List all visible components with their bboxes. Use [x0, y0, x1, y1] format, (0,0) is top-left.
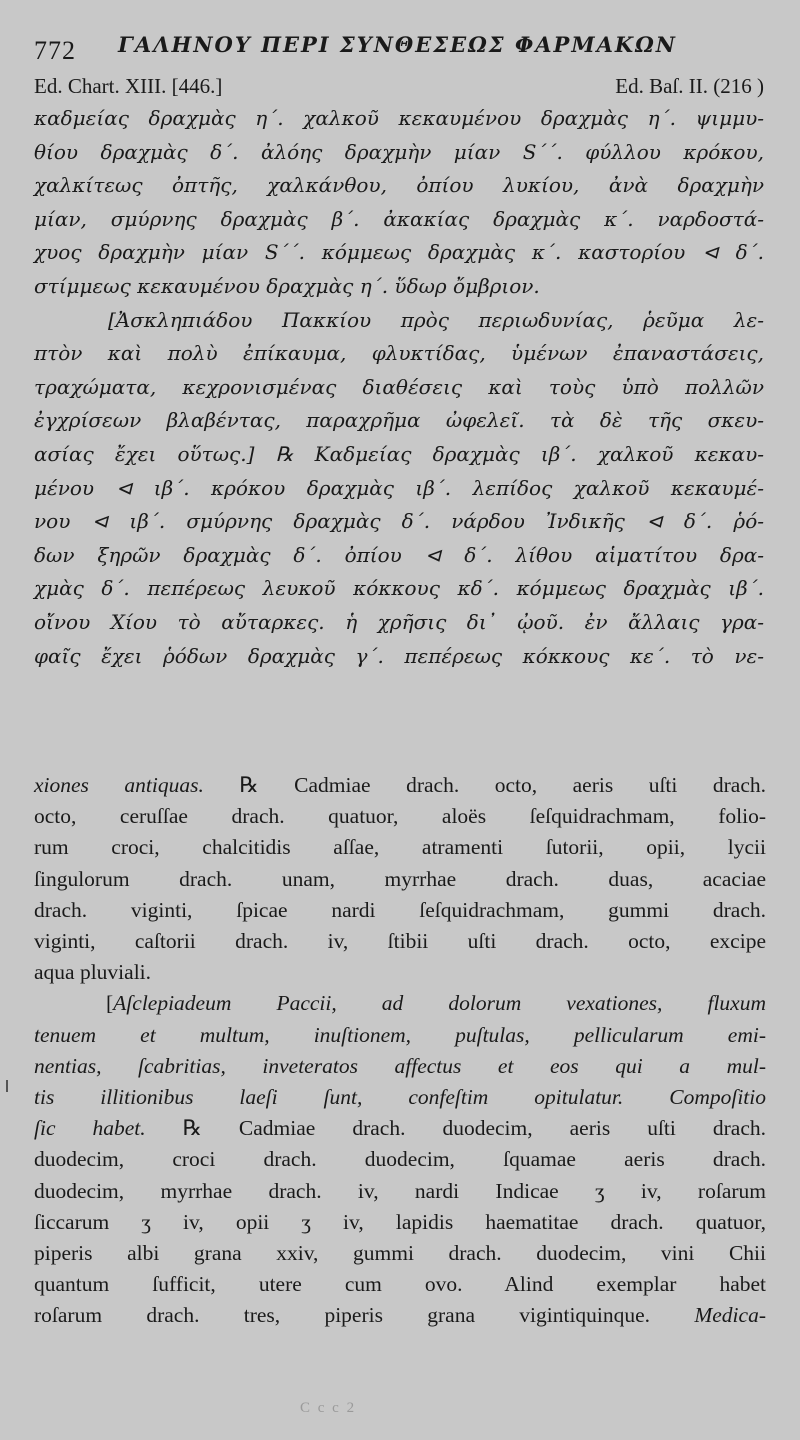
latin-text-line: [34, 926, 766, 957]
greek-text-line: στίμμεως κεκαυμένου δραχμὰς η΄. ὕδωρ ὄμβριον.: [34, 273, 540, 298]
latin-text-line: [34, 1300, 766, 1331]
latin-roman-segment: ℞ Cadmiae drach. duodecim, aeris uſti drach.: [145, 1116, 766, 1141]
greek-text-line: [Ἀσκληπιάδου Πακκίου πρὸς περιωδυνίας, ῥεῦμα λε-: [108, 307, 764, 332]
greek-text-block: [34, 102, 764, 673]
greek-text-line: πτὸν καὶ πολὺ ἐπίκαυμα, φλυκτίδας, ὑμένων ἐπαναστάσεις,: [34, 341, 764, 366]
latin-text-line: [34, 1113, 766, 1144]
latin-italic-segment: Medica-: [694, 1303, 766, 1328]
latin-text-line: [34, 895, 766, 926]
greek-text-line: μένου ⊲ ιβ΄. κρόκου δραχμὰς ιβ΄. λεπίδος χαλκοῦ κεκαυμέ-: [34, 475, 764, 500]
latin-roman-segment: duodecim, myrrhae drach. iv, nardi Indicae ʒ iv, roſarum: [34, 1178, 766, 1203]
latin-roman-segment: ſingulorum drach. unam, myrrhae drach. duas, acaciae: [34, 866, 766, 891]
latin-text-line: [34, 832, 766, 863]
latin-text-line: [34, 957, 766, 988]
latin-italic-segment: Aſclepiadeum Paccii, ad dolorum vexationes, fluxum: [113, 991, 766, 1016]
latin-roman-segment: viginti, caſtorii drach. iv, ſtibii uſti drach. octo, excipe: [34, 929, 766, 954]
greek-text-line: καδμείας δραχμὰς η΄. χαλκοῦ κεκαυμένου δραχμὰς η΄. ψιμμυ-: [34, 106, 764, 130]
latin-text-line: [34, 1207, 766, 1238]
latin-text-line: [34, 988, 766, 1019]
latin-roman-segment: piperis albi grana xxiv, gummi drach. duodecim, vini Chii: [34, 1241, 766, 1266]
greek-text-line: οἴνου Χίου τὸ αὔταρκες. ἡ χρῆσις δι᾽ ᾠοῦ. ἐν ἄλλαις γρα-: [34, 609, 764, 634]
latin-roman-segment: aqua pluviali.: [34, 960, 152, 985]
latin-italic-segment: ſic habet.: [34, 1116, 146, 1141]
greek-text-line: ἐγχρίσεων βλαβέντας, παραχρῆμα ὠφελεῖ. τὰ δὲ τῆς σκευ-: [34, 408, 764, 433]
edition-reference-line: [34, 74, 764, 104]
margin-mark: [6, 1080, 8, 1092]
greek-text-line: θίου δραχμὰς δ΄. ἀλόης δραχμὴν μίαν S΄΄. φύλλου κρόκου,: [34, 139, 764, 164]
latin-roman-segment: roſarum drach. tres, piperis grana vigintiquinque.: [34, 1303, 695, 1328]
latin-text-line: [34, 1051, 766, 1082]
greek-text-line: φαῖς ἔχει ῥόδων δραχμὰς γ΄. πεπέρεως κόκκους κε΄. τὸ νε-: [34, 643, 764, 668]
greek-text-line: ασίας ἔχει οὕτως.] ℞ Καδμείας δραχμὰς ιβ΄. χαλκοῦ κεκαυ-: [34, 441, 764, 466]
latin-roman-segment: drach. viginti, ſpicae nardi ſeſquidrachmam, gummi drach.: [34, 897, 766, 922]
latin-text-line: [34, 1176, 766, 1207]
latin-roman-segment: quantum ſufficit, utere cum ovo. Alind exemplar habet: [34, 1272, 766, 1297]
latin-italic-segment: tenuem et multum, inuſtionem, puſtulas, pellicularum emi-: [34, 1022, 766, 1047]
latin-italic-segment: xiones antiquas.: [34, 773, 204, 797]
latin-text-line: [34, 1144, 766, 1175]
greek-text-line: χαλκίτεως ὀπτῆς, χαλκάνθου, ὀπίου λυκίου, ἀνὰ δραχμὴν: [34, 173, 764, 198]
edition-reference-basel: Ed. Baſ. II. (216 ): [615, 74, 764, 98]
running-head: [34, 28, 774, 64]
latin-italic-segment: nentias, ſcabritias, inveteratos affectus et eos qui a mul-: [34, 1053, 766, 1078]
greek-text-line: τραχώματα, κεχρονισμένας διαθέσεις καὶ τοὺς ὑπὸ πολλῶν: [34, 374, 764, 399]
latin-roman-segment: [: [106, 991, 114, 1016]
greek-text-line: δων ξηρῶν δραχμὰς δ΄. ὀπίου ⊲ δ΄. λίθου αἱματίτου δρα-: [34, 542, 764, 567]
latin-roman-segment: octo, ceruſſae drach. quatuor, aloës ſeſquidrachmam, folio-: [34, 804, 766, 829]
latin-text-block: [34, 770, 766, 1332]
printer-signature: C c c 2: [300, 1400, 357, 1416]
greek-text-line: νου ⊲ ιβ΄. σμύρνης δραχμὰς δ΄. νάρδου Ἰνδικῆς ⊲ δ΄. ῥό-: [34, 509, 764, 534]
page-number: 772: [34, 36, 76, 65]
edition-reference-chartier: Ed. Chart. XIII. [446.]: [34, 74, 223, 98]
latin-text-line: [34, 864, 766, 895]
latin-text-line: [34, 770, 766, 801]
latin-text-line: [34, 1020, 766, 1051]
latin-roman-segment: rum croci, chalcitidis aſſae, atramenti ſutorii, opii, lycii: [34, 835, 766, 860]
latin-roman-segment: duodecim, croci drach. duodecim, ſquamae aeris drach.: [34, 1147, 766, 1172]
latin-roman-segment: ℞ Cadmiae drach. octo, aeris uſti drach.: [203, 773, 766, 797]
latin-italic-segment: tis illitionibus laeſi ſunt, confeſtim opitulatur. Compoſitio: [34, 1085, 766, 1110]
running-title: ΓΑΛΗΝΟΥ ΠΕΡΙ ΣΥΝΘΕΣΕΩΣ ΦΑΡΜΑΚΩΝ: [118, 32, 677, 57]
greek-text-line: χυος δραχμὴν μίαν S΄΄. κόμμεως δραχμὰς κ΄. καστορίου ⊲ δ΄.: [34, 240, 764, 265]
latin-text-line: [34, 801, 766, 832]
latin-roman-segment: ſiccarum ʒ iv, opii ʒ iv, lapidis haematitae drach. quatuor,: [34, 1209, 766, 1234]
greek-text-line: χμὰς δ΄. πεπέρεως λευκοῦ κόκκους κδ΄. κόμμεως δραχμὰς ιβ΄.: [34, 576, 764, 601]
latin-text-line: [34, 1269, 766, 1300]
latin-text-line: [34, 1082, 766, 1113]
latin-text-line: [34, 1238, 766, 1269]
greek-text-line: μίαν, σμύρνης δραχμὰς β΄. ἀκακίας δραχμὰς κ΄. ναρδοστά-: [34, 206, 764, 231]
